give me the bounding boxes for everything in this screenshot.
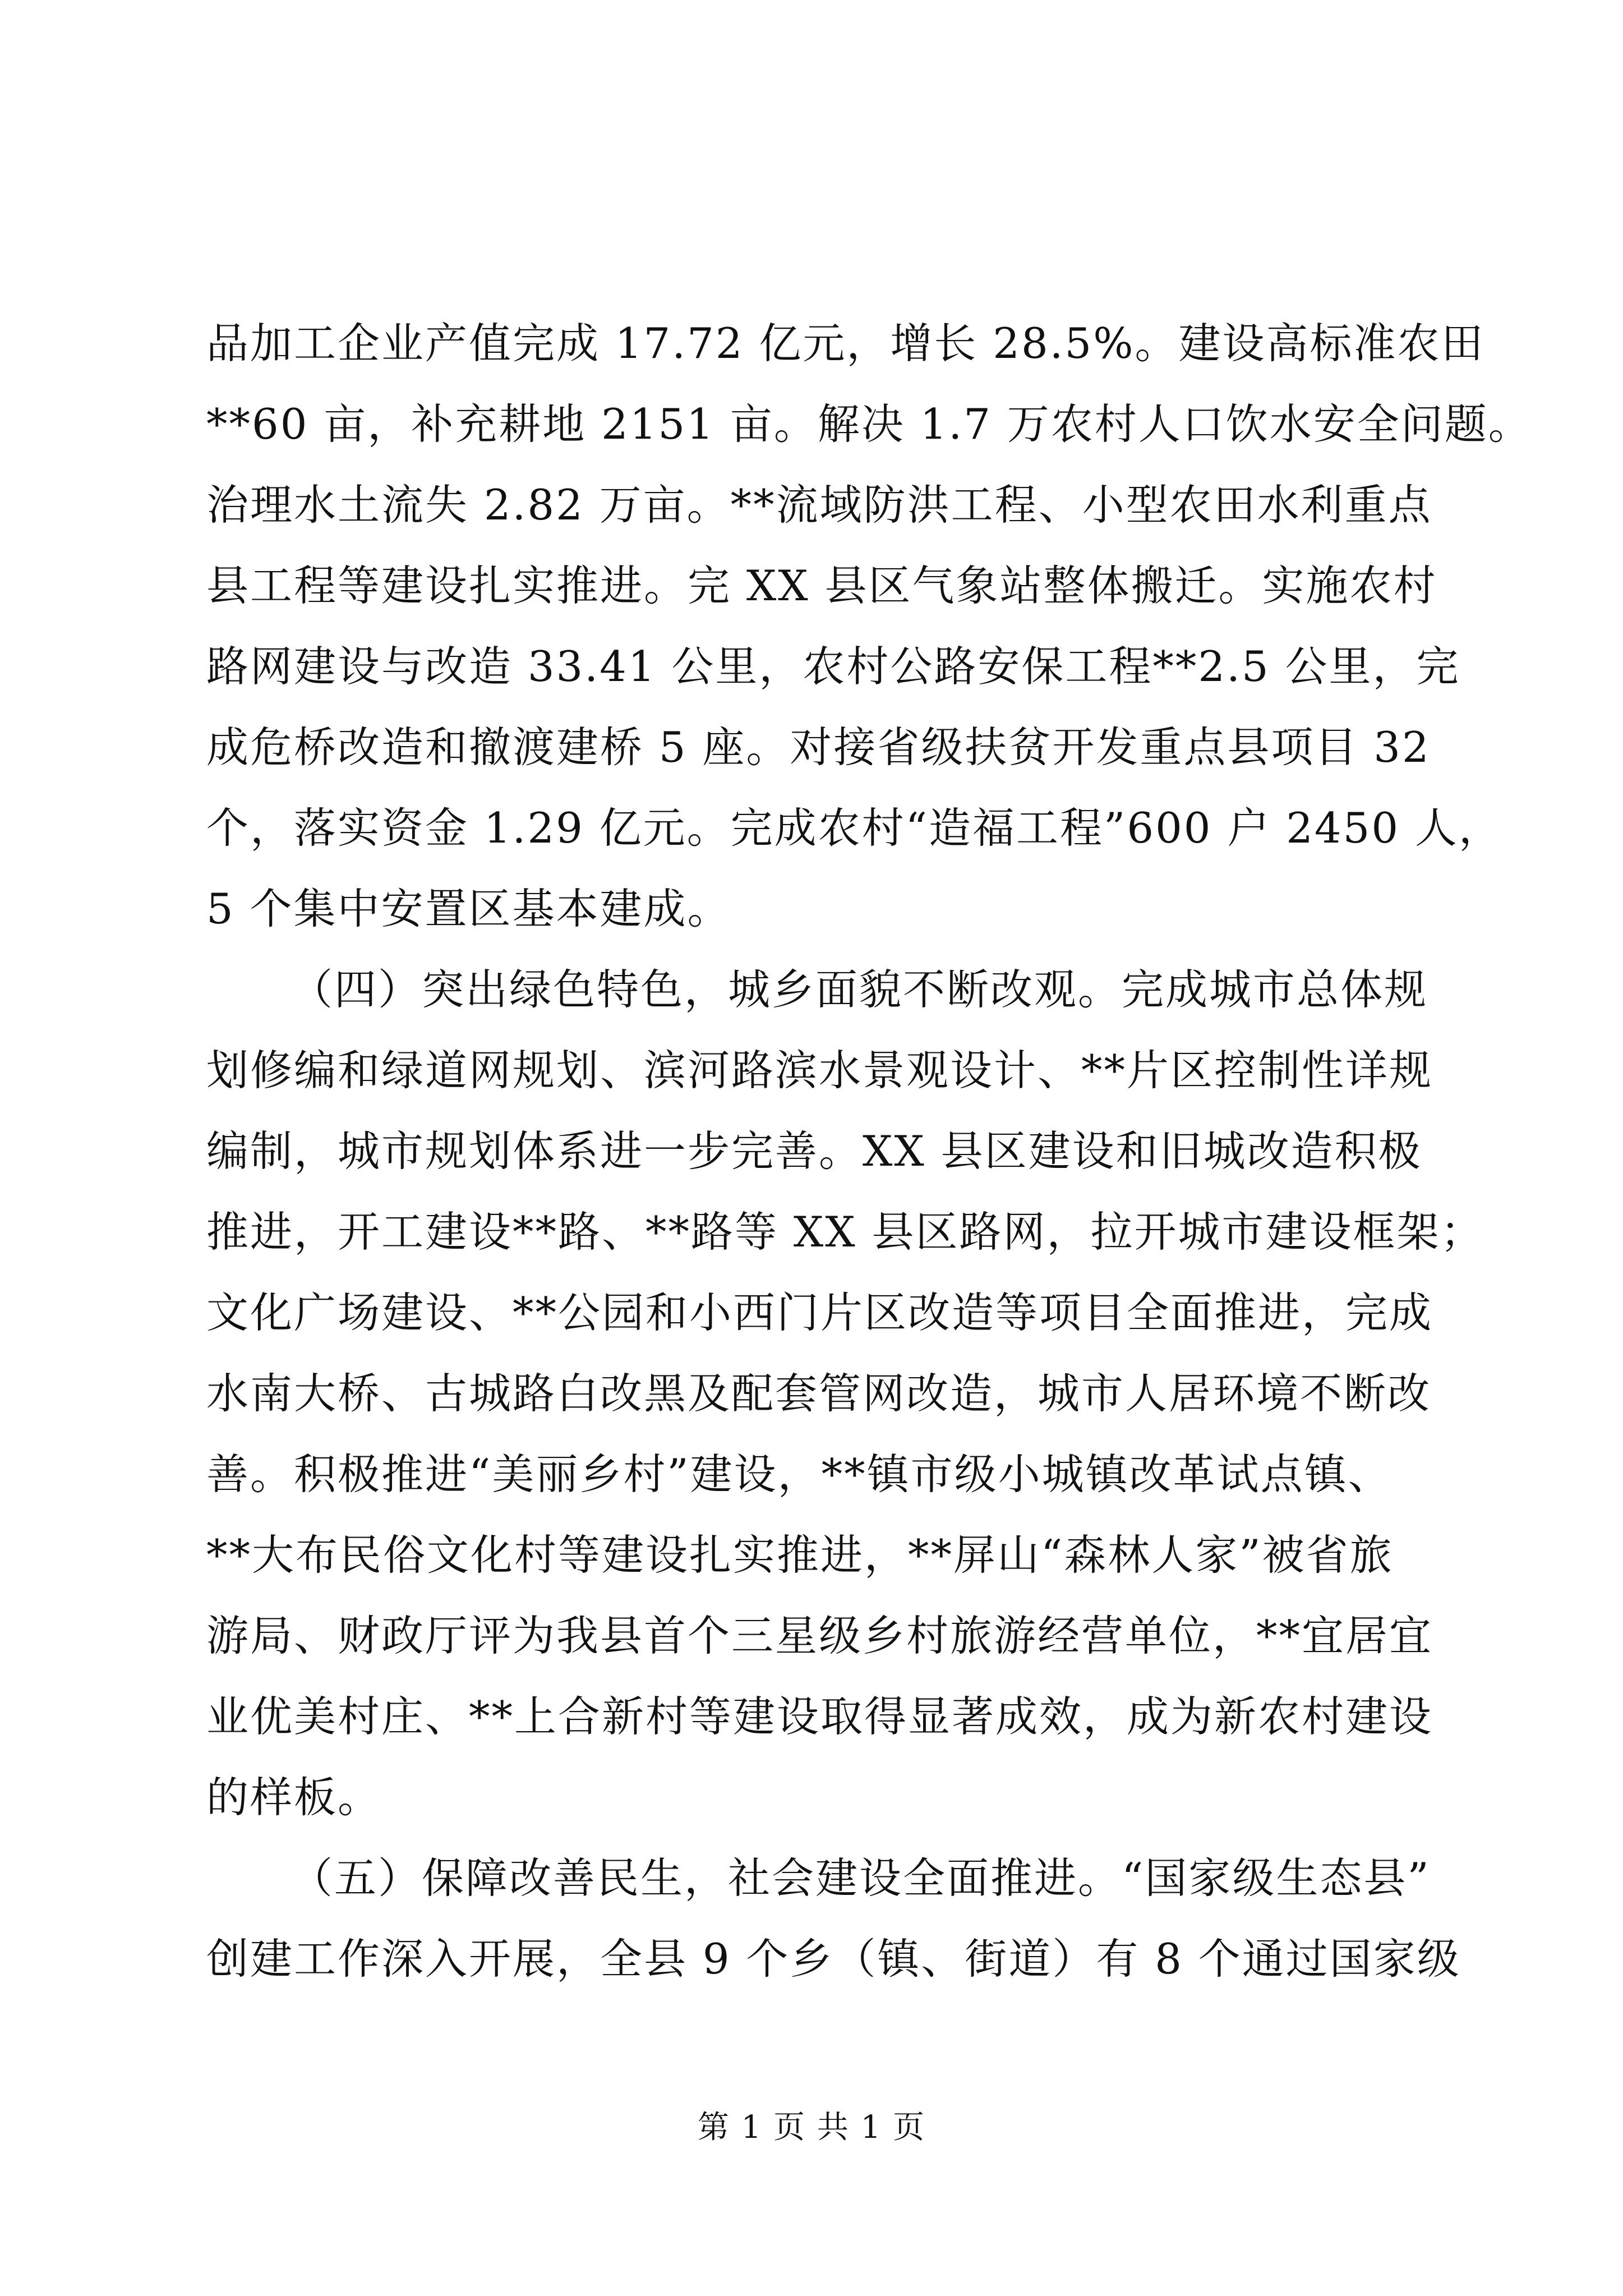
text-line: 水南大桥、古城路白改黑及配套管网改造，城市人居环境不断改 — [206, 1369, 1432, 1418]
page-footer: 第 1 页 共 1 页 — [697, 2109, 926, 2146]
text-line: 县工程等建设扎实推进。完 XX 县区气象站整体搬迁。实施农村 — [206, 561, 1437, 610]
text-line: 编制，城市规划体系进一步完善。XX 县区建设和旧城改造积极 — [206, 1126, 1422, 1176]
text-line: 路网建设与改造 33.41 公里，农村公路安保工程**2.5 公里，完 — [206, 642, 1460, 691]
text-line: 个，落实资金 1.29 亿元。完成农村“造福工程”600 户 2450 人， — [206, 803, 1502, 853]
text-line: 治理水土流失 2.82 万亩。**流域防洪工程、小型农田水利重点 — [206, 480, 1432, 530]
text-line: 推进，开工建设**路、**路等 XX 县区路网，拉开城市建设框架； — [206, 1207, 1484, 1257]
text-line: 文化广场建设、**公园和小西门片区改造等项目全面推进，完成 — [206, 1288, 1433, 1337]
document-body — [206, 303, 1532, 1999]
text-line: 划修编和绿道网规划、滨河路滨水景观设计、**片区控制性详规 — [206, 1046, 1433, 1095]
text-line: 善。积极推进“美丽乡村”建设，**镇市级小城镇改革试点镇、 — [206, 1450, 1392, 1499]
text-line: 品加工企业产值完成 17.72 亿元，增长 28.5%。建设高标准农田 — [206, 319, 1485, 368]
text-line: **60 亩，补充耕地 2151 亩。解决 1.7 万农村人口饮水安全问题。 — [206, 399, 1532, 449]
text-line: 的样板。 — [206, 1773, 382, 1822]
paragraph-start-line: （四）突出绿色特色，城乡面貌不断改观。完成城市总体规 — [291, 965, 1428, 1014]
text-line: **大布民俗文化村等建设扎实推进，**屏山“森林人家”被省旅 — [206, 1530, 1394, 1580]
text-line: 游局、财政厅评为我县首个三星级乡村旅游经营单位，**宜居宜 — [206, 1611, 1433, 1660]
paragraph-start-line: （五）保障改善民生，社会建设全面推进。“国家级生态县” — [291, 1853, 1431, 1903]
text-line: 创建工作深入开展，全县 9 个乡（镇、街道）有 8 个通过国家级 — [206, 1934, 1461, 1984]
text-line: 业优美村庄、**上合新村等建设取得显著成效，成为新农村建设 — [206, 1692, 1433, 1741]
text-line: 5 个集中安置区基本建成。 — [206, 884, 731, 933]
text-line: 成危桥改造和撤渡建桥 5 座。对接省级扶贫开发重点县项目 32 — [206, 723, 1431, 772]
